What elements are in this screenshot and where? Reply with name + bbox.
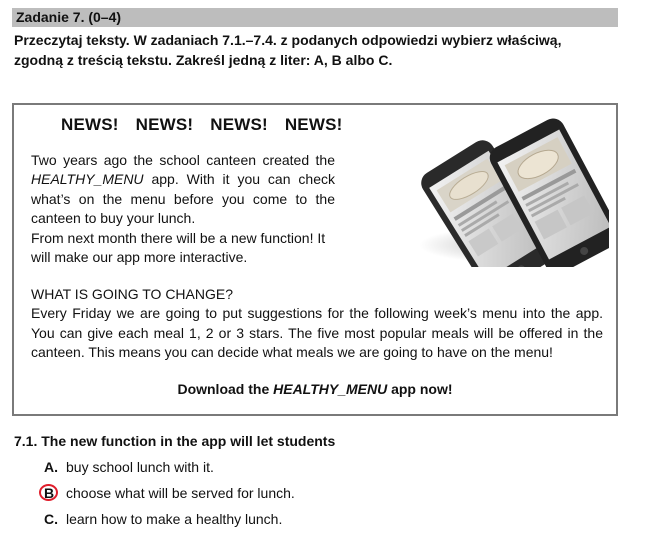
news-paragraph-1: Two years ago the school canteen created the HEALTHY_MENU app. With it you can check what’s on the menu before you come to the canteen to buy your lunch. xyxy=(31,152,335,227)
news-heading-word: NEWS! xyxy=(135,115,194,134)
news-subheading: WHAT IS GOING TO CHANGE? xyxy=(31,286,233,302)
news-heading-word: NEWS! xyxy=(284,115,343,134)
instructions-line-2: zgodną z treścią tekstu. Zakreśl jedną z liter: A, B albo C. xyxy=(14,52,393,68)
answer-option-c[interactable] xyxy=(44,509,282,529)
news-heading-word: NEWS! xyxy=(61,115,119,134)
news-paragraph-3: Every Friday we are going to put suggestions for the following week’s menu into the app. You can give each meal 1, 2 or 3 stars. The five most popular meals will be offered in the canteen. This means you can decide what meals we are going to have on the menu! xyxy=(31,305,603,361)
answer-option-b[interactable] xyxy=(44,483,295,503)
option-text: choose what will be served for lunch. xyxy=(66,485,295,501)
news-intro xyxy=(31,151,335,267)
task-title: Zadanie 7. (0–4) xyxy=(12,8,618,27)
task-instructions xyxy=(14,30,624,70)
selection-circle-icon xyxy=(39,484,58,501)
news-change-section xyxy=(31,285,603,363)
option-letter: A. xyxy=(44,459,58,475)
answer-option-a[interactable] xyxy=(44,457,214,477)
news-heading xyxy=(61,115,355,135)
news-heading-word: NEWS! xyxy=(210,115,268,134)
option-letter-selected: B xyxy=(44,483,66,503)
news-box xyxy=(12,103,618,416)
option-letter: C. xyxy=(44,511,58,527)
download-call-to-action: Download the HEALTHY_MENU app now! xyxy=(177,381,453,397)
option-text: buy school lunch with it. xyxy=(66,459,214,475)
instructions-line-1: Przeczytaj teksty. W zadaniach 7.1.–7.4. z podanych odpowiedzi wybierz właściwą, xyxy=(14,32,562,48)
two-smartphones-icon xyxy=(414,117,609,267)
app-name: HEALTHY_MENU xyxy=(31,171,144,188)
app-name: HEALTHY_MENU xyxy=(273,381,388,397)
news-paragraph-2: From next month there will be a new function! It will make our app more interactive. xyxy=(31,229,326,266)
option-text: learn how to make a healthy lunch. xyxy=(66,511,283,527)
question-7-1: 7.1. The new function in the app will let students xyxy=(14,433,336,449)
